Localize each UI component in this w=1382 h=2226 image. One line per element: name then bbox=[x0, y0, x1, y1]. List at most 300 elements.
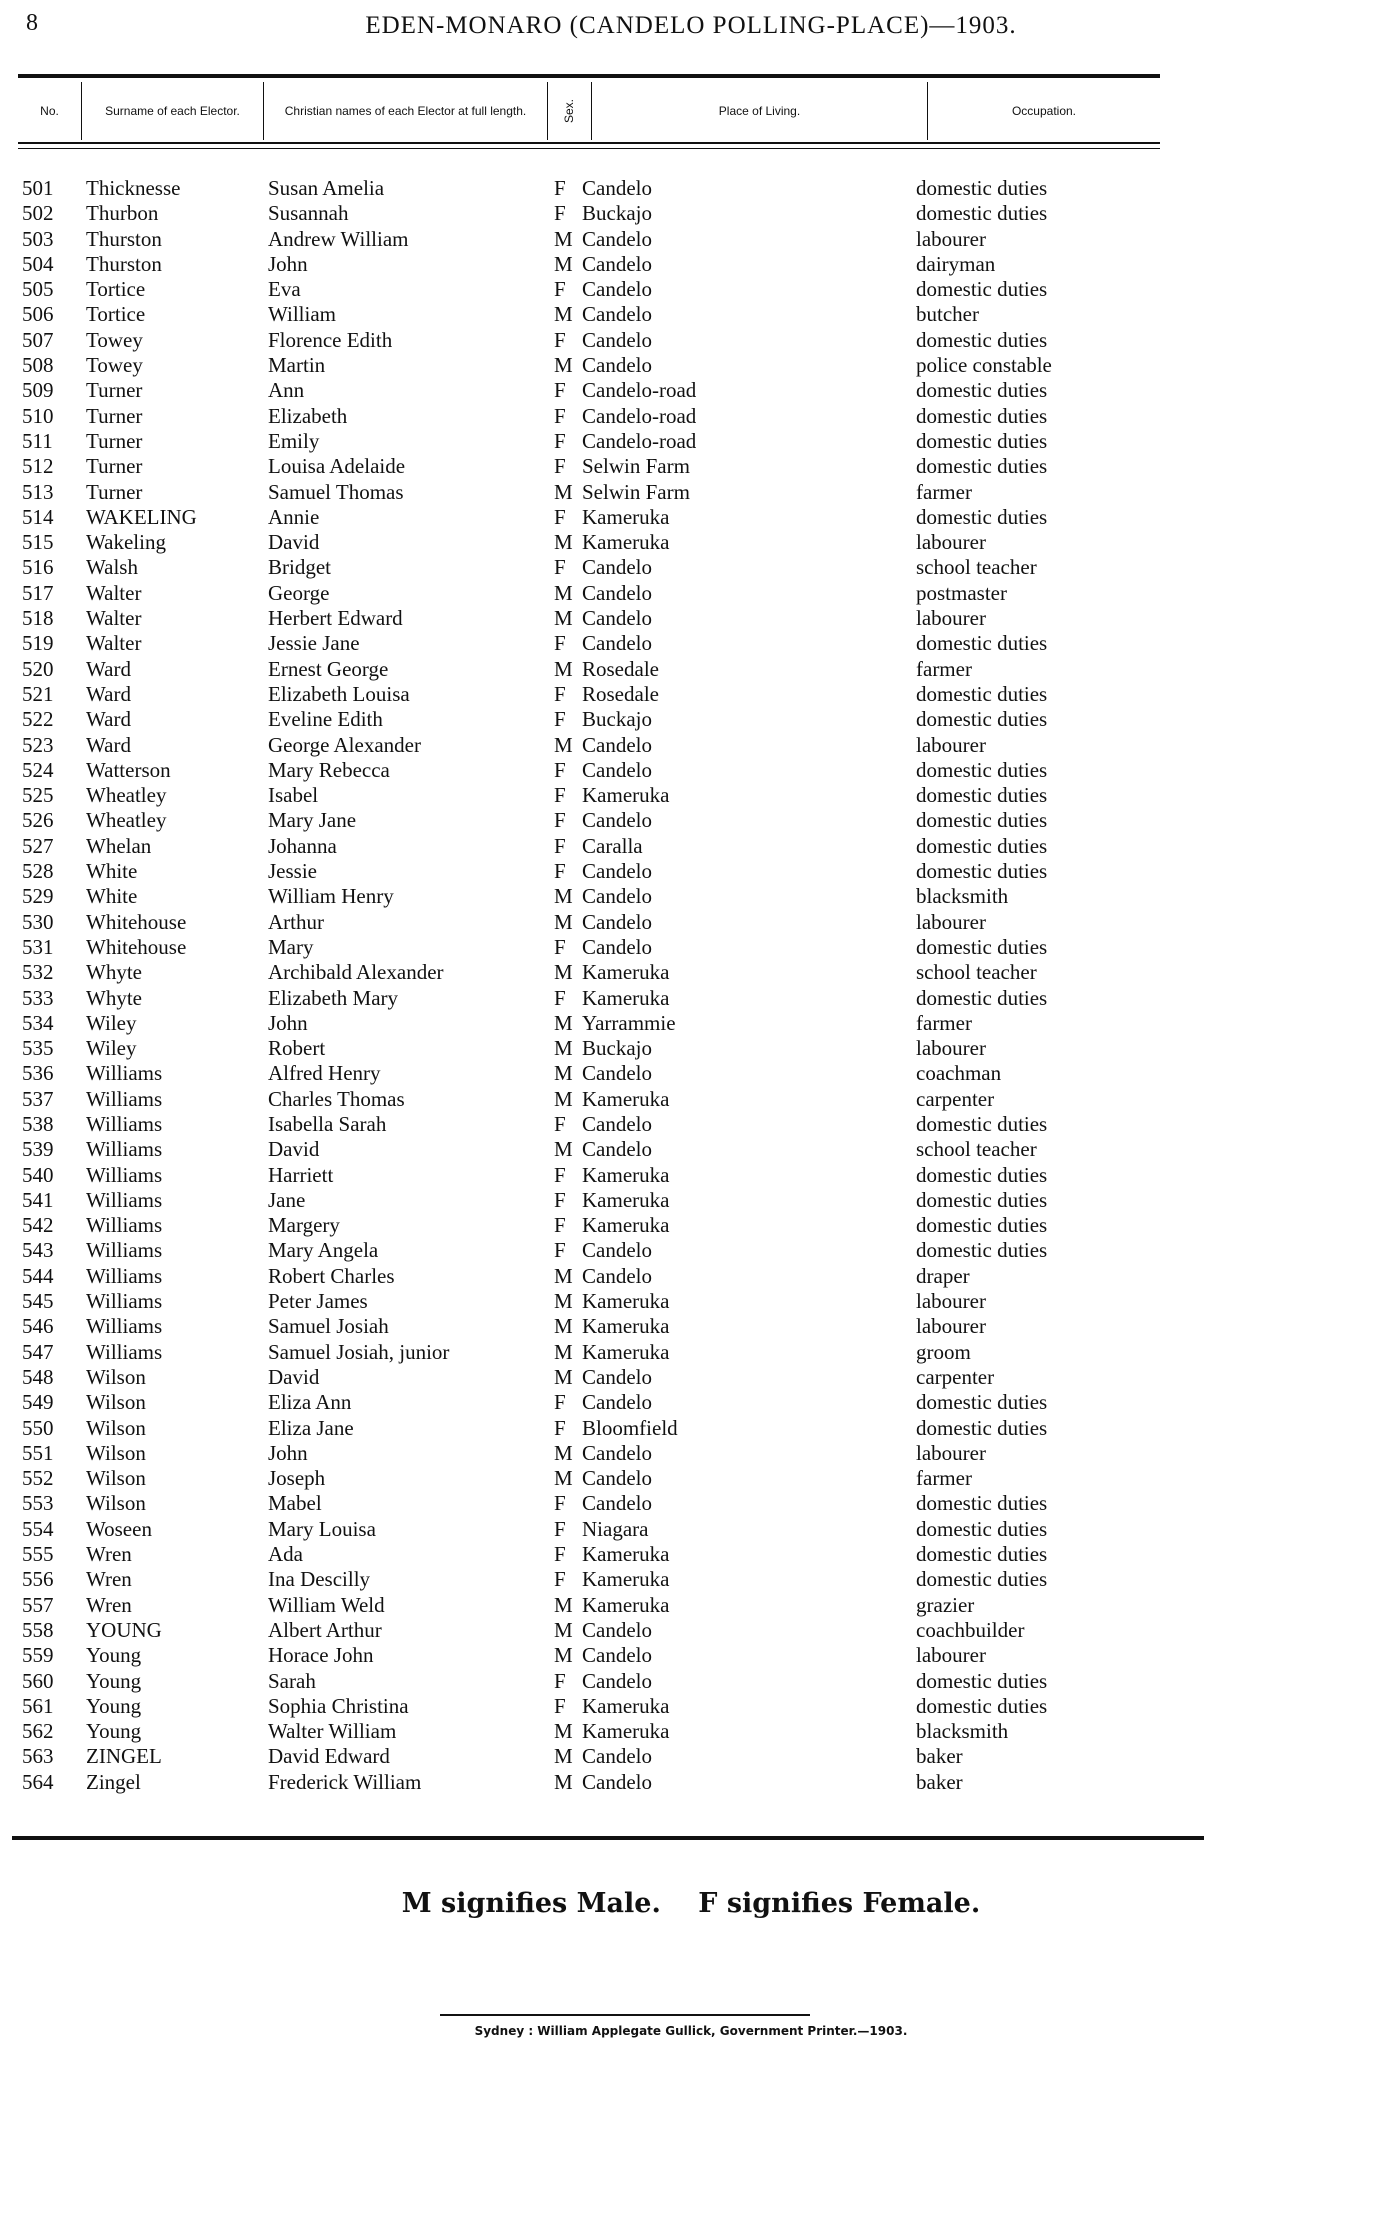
row-place: Candelo bbox=[582, 1466, 652, 1491]
table-row bbox=[0, 986, 1382, 1011]
table-row bbox=[0, 707, 1382, 732]
row-number: 514 bbox=[22, 504, 54, 529]
row-christian-names: Arthur bbox=[268, 909, 324, 934]
row-christian-names: Mary Angela bbox=[268, 1238, 379, 1263]
row-christian-names: Elizabeth bbox=[268, 403, 348, 428]
row-number: 552 bbox=[22, 1466, 54, 1491]
row-surname: Thurston bbox=[86, 226, 162, 251]
row-number: 524 bbox=[22, 757, 54, 782]
row-number: 515 bbox=[22, 530, 54, 555]
row-christian-names: David Edward bbox=[268, 1744, 390, 1769]
row-surname: Walter bbox=[86, 580, 142, 605]
row-place: Candelo bbox=[582, 251, 652, 276]
row-christian-names: Susan Amelia bbox=[268, 176, 385, 200]
row-occupation: domestic duties bbox=[916, 1111, 1048, 1136]
row-place: Candelo-road bbox=[582, 378, 697, 403]
table-row bbox=[0, 1441, 1382, 1466]
row-place: Kameruka bbox=[582, 1289, 670, 1314]
row-place: Buckajo bbox=[582, 1036, 652, 1061]
row-place: Selwin Farm bbox=[582, 479, 690, 504]
row-number: 516 bbox=[22, 555, 54, 580]
row-sex: F bbox=[554, 757, 566, 782]
row-occupation: labourer bbox=[916, 1643, 986, 1668]
row-surname: Wilson bbox=[86, 1466, 146, 1491]
row-occupation: farmer bbox=[916, 1010, 972, 1035]
row-sex: F bbox=[554, 707, 566, 732]
row-place: Candelo bbox=[582, 277, 652, 302]
row-christian-names: Eliza Ann bbox=[268, 1390, 352, 1415]
row-christian-names: Susannah bbox=[268, 201, 349, 226]
table-row bbox=[0, 505, 1382, 530]
row-sex: M bbox=[554, 1339, 573, 1364]
row-christian-names: David bbox=[268, 530, 320, 555]
row-occupation: labourer bbox=[916, 909, 986, 934]
table-row bbox=[0, 1137, 1382, 1162]
row-place: Candelo bbox=[582, 353, 652, 378]
row-place: Candelo bbox=[582, 1744, 652, 1769]
row-occupation: domestic duties bbox=[916, 1567, 1048, 1592]
row-occupation: school teacher bbox=[916, 1137, 1037, 1162]
row-surname: WAKELING bbox=[86, 504, 197, 529]
row-number: 560 bbox=[22, 1668, 54, 1693]
row-christian-names: Ann bbox=[268, 378, 305, 403]
table-row bbox=[0, 733, 1382, 758]
row-number: 561 bbox=[22, 1693, 54, 1718]
row-sex: M bbox=[554, 1440, 573, 1465]
row-occupation: labourer bbox=[916, 732, 986, 757]
row-occupation: farmer bbox=[916, 656, 972, 681]
row-number: 506 bbox=[22, 302, 54, 327]
row-number: 549 bbox=[22, 1390, 54, 1415]
row-place: Candelo bbox=[582, 1238, 652, 1263]
table-row bbox=[0, 808, 1382, 833]
row-occupation: farmer bbox=[916, 479, 972, 504]
table-row bbox=[0, 328, 1382, 353]
row-occupation: domestic duties bbox=[916, 201, 1048, 226]
row-place: Candelo bbox=[582, 808, 652, 833]
row-occupation: labourer bbox=[916, 1314, 986, 1339]
table-row bbox=[0, 1744, 1382, 1769]
row-sex: F bbox=[554, 1111, 566, 1136]
row-number: 538 bbox=[22, 1111, 54, 1136]
row-christian-names: Harriett bbox=[268, 1162, 334, 1187]
row-christian-names: John bbox=[268, 1440, 308, 1465]
row-surname: Ward bbox=[86, 656, 131, 681]
row-number: 547 bbox=[22, 1339, 54, 1364]
table-row bbox=[0, 1643, 1382, 1668]
row-sex: F bbox=[554, 504, 566, 529]
table-row bbox=[0, 1087, 1382, 1112]
row-place: Kameruka bbox=[582, 1162, 670, 1187]
row-place: Kameruka bbox=[582, 1542, 670, 1567]
table-row bbox=[0, 657, 1382, 682]
row-occupation: domestic duties bbox=[916, 1542, 1048, 1567]
row-sex: F bbox=[554, 327, 566, 352]
row-number: 534 bbox=[22, 1010, 54, 1035]
row-christian-names: Archibald Alexander bbox=[268, 960, 444, 985]
table-row bbox=[0, 378, 1382, 403]
row-occupation: domestic duties bbox=[916, 833, 1048, 858]
row-number: 535 bbox=[22, 1036, 54, 1061]
row-place: Candelo-road bbox=[582, 428, 697, 453]
row-place: Kameruka bbox=[582, 985, 670, 1010]
row-occupation: domestic duties bbox=[916, 985, 1048, 1010]
row-sex: F bbox=[554, 1390, 566, 1415]
table-row bbox=[0, 1770, 1382, 1795]
row-surname: Wiley bbox=[86, 1036, 137, 1061]
row-number: 558 bbox=[22, 1617, 54, 1642]
row-occupation: labourer bbox=[916, 1289, 986, 1314]
row-surname: Wheatley bbox=[86, 808, 167, 833]
row-number: 513 bbox=[22, 479, 54, 504]
row-occupation: labourer bbox=[916, 226, 986, 251]
row-place: Kameruka bbox=[582, 783, 670, 808]
row-number: 504 bbox=[22, 251, 54, 276]
row-sex: M bbox=[554, 1769, 573, 1794]
row-number: 562 bbox=[22, 1719, 54, 1744]
row-number: 536 bbox=[22, 1061, 54, 1086]
row-occupation: domestic duties bbox=[916, 378, 1048, 403]
row-place: Candelo bbox=[582, 859, 652, 884]
table-row bbox=[0, 834, 1382, 859]
row-place: Candelo bbox=[582, 757, 652, 782]
row-surname: Walter bbox=[86, 606, 142, 631]
row-place: Candelo bbox=[582, 909, 652, 934]
row-sex: M bbox=[554, 656, 573, 681]
table-row bbox=[0, 783, 1382, 808]
row-sex: M bbox=[554, 1466, 573, 1491]
row-occupation: carpenter bbox=[916, 1086, 995, 1111]
row-occupation: labourer bbox=[916, 1036, 986, 1061]
row-occupation: grazier bbox=[916, 1592, 975, 1617]
row-sex: M bbox=[554, 1617, 573, 1642]
row-christian-names: Mary bbox=[268, 934, 314, 959]
row-place: Candelo bbox=[582, 580, 652, 605]
row-place: Kameruka bbox=[582, 1719, 670, 1744]
table-row bbox=[0, 1694, 1382, 1719]
row-place: Rosedale bbox=[582, 681, 659, 706]
row-place: Candelo bbox=[582, 732, 652, 757]
row-christian-names: William Weld bbox=[268, 1592, 385, 1617]
row-occupation: domestic duties bbox=[916, 1516, 1048, 1541]
row-occupation: coachman bbox=[916, 1061, 1002, 1086]
row-number: 518 bbox=[22, 606, 54, 631]
table-row bbox=[0, 1163, 1382, 1188]
row-place: Candelo bbox=[582, 1491, 652, 1516]
page-number: 8 bbox=[26, 10, 38, 36]
row-occupation: domestic duties bbox=[916, 859, 1048, 884]
row-number: 540 bbox=[22, 1162, 54, 1187]
row-occupation: domestic duties bbox=[916, 277, 1048, 302]
row-christian-names: Sarah bbox=[268, 1668, 316, 1693]
table-row bbox=[0, 277, 1382, 302]
row-occupation: butcher bbox=[916, 302, 979, 327]
row-place: Kameruka bbox=[582, 1187, 670, 1212]
row-sex: F bbox=[554, 1567, 566, 1592]
row-occupation: domestic duties bbox=[916, 808, 1048, 833]
row-christian-names: Emily bbox=[268, 428, 320, 453]
row-christian-names: Isabella Sarah bbox=[268, 1111, 387, 1136]
row-sex: F bbox=[554, 1542, 566, 1567]
row-christian-names: Mary Jane bbox=[268, 808, 357, 833]
row-place: Kameruka bbox=[582, 1567, 670, 1592]
row-surname: Wilson bbox=[86, 1415, 146, 1440]
row-number: 543 bbox=[22, 1238, 54, 1263]
row-christian-names: Isabel bbox=[268, 783, 319, 808]
row-place: Kameruka bbox=[582, 1693, 670, 1718]
header-sex-label: Sex. bbox=[562, 98, 577, 124]
table-row bbox=[0, 201, 1382, 226]
row-occupation: domestic duties bbox=[916, 681, 1048, 706]
table-row bbox=[0, 1466, 1382, 1491]
row-occupation: domestic duties bbox=[916, 176, 1048, 200]
row-christian-names: Charles Thomas bbox=[268, 1086, 405, 1111]
row-sex: F bbox=[554, 681, 566, 706]
row-christian-names: Ina Descilly bbox=[268, 1567, 371, 1592]
row-christian-names: Mary Louisa bbox=[268, 1516, 376, 1541]
row-sex: M bbox=[554, 1036, 573, 1061]
table-header bbox=[18, 82, 1160, 144]
header-surname: Surname of each Elector. bbox=[82, 82, 264, 140]
row-surname: Wiley bbox=[86, 1010, 137, 1035]
row-christian-names: Mary Rebecca bbox=[268, 757, 390, 782]
table-row bbox=[0, 454, 1382, 479]
table-row bbox=[0, 530, 1382, 555]
header-christian-names: Christian names of each Elector at full length. bbox=[264, 82, 548, 140]
row-sex: M bbox=[554, 226, 573, 251]
row-sex: M bbox=[554, 1137, 573, 1162]
row-surname: Tortice bbox=[86, 302, 146, 327]
row-place: Candelo bbox=[582, 555, 652, 580]
row-place: Candelo bbox=[582, 226, 652, 251]
row-surname: Whitehouse bbox=[86, 909, 187, 934]
row-number: 510 bbox=[22, 403, 54, 428]
row-christian-names: Alfred Henry bbox=[268, 1061, 381, 1086]
row-surname: Young bbox=[86, 1668, 142, 1693]
row-occupation: domestic duties bbox=[916, 1187, 1048, 1212]
row-christian-names: Albert Arthur bbox=[268, 1617, 382, 1642]
row-number: 542 bbox=[22, 1213, 54, 1238]
table-row bbox=[0, 1719, 1382, 1744]
row-place: Kameruka bbox=[582, 1314, 670, 1339]
row-sex: F bbox=[554, 1516, 566, 1541]
row-place: Candelo bbox=[582, 606, 652, 631]
row-surname: Wren bbox=[86, 1567, 132, 1592]
row-sex: M bbox=[554, 1719, 573, 1744]
table-row bbox=[0, 935, 1382, 960]
row-number: 544 bbox=[22, 1263, 54, 1288]
row-christian-names: Ada bbox=[268, 1542, 303, 1567]
row-sex: F bbox=[554, 783, 566, 808]
row-place: Candelo bbox=[582, 1061, 652, 1086]
row-place: Yarrammie bbox=[582, 1010, 676, 1035]
row-christian-names: Eliza Jane bbox=[268, 1415, 354, 1440]
row-sex: M bbox=[554, 1010, 573, 1035]
elector-list bbox=[0, 176, 1382, 1795]
row-sex: F bbox=[554, 428, 566, 453]
row-sex: F bbox=[554, 454, 566, 479]
row-occupation: domestic duties bbox=[916, 1238, 1048, 1263]
row-christian-names: Walter William bbox=[268, 1719, 397, 1744]
row-number: 564 bbox=[22, 1769, 54, 1794]
row-sex: M bbox=[554, 1643, 573, 1668]
row-surname: Walter bbox=[86, 631, 142, 656]
row-sex: F bbox=[554, 1668, 566, 1693]
row-sex: F bbox=[554, 378, 566, 403]
row-place: Candelo bbox=[582, 1643, 652, 1668]
row-sex: M bbox=[554, 1289, 573, 1314]
row-surname: Tortice bbox=[86, 277, 146, 302]
row-surname: Watterson bbox=[86, 757, 171, 782]
row-number: 551 bbox=[22, 1440, 54, 1465]
row-occupation: domestic duties bbox=[916, 327, 1048, 352]
row-surname: YOUNG bbox=[86, 1617, 162, 1642]
table-row bbox=[0, 1238, 1382, 1263]
row-occupation: domestic duties bbox=[916, 454, 1048, 479]
row-occupation: domestic duties bbox=[916, 504, 1048, 529]
row-surname: Ward bbox=[86, 732, 131, 757]
table-row bbox=[0, 631, 1382, 656]
row-place: Kameruka bbox=[582, 1339, 670, 1364]
table-row bbox=[0, 302, 1382, 327]
row-number: 528 bbox=[22, 859, 54, 884]
row-occupation: labourer bbox=[916, 606, 986, 631]
row-christian-names: Samuel Josiah bbox=[268, 1314, 389, 1339]
row-sex: M bbox=[554, 960, 573, 985]
table-row bbox=[0, 884, 1382, 909]
table-row bbox=[0, 1618, 1382, 1643]
row-christian-names: Eva bbox=[268, 277, 301, 302]
imprint: Sydney : William Applegate Gullick, Government Printer.—1903. bbox=[474, 2024, 908, 2038]
row-surname: Turner bbox=[86, 378, 143, 403]
row-surname: Wilson bbox=[86, 1390, 146, 1415]
row-sex: F bbox=[554, 555, 566, 580]
row-surname: Thicknesse bbox=[86, 176, 181, 200]
table-row bbox=[0, 1289, 1382, 1314]
legend-male: M signifies Male. bbox=[401, 1888, 661, 1919]
table-row bbox=[0, 1264, 1382, 1289]
row-sex: M bbox=[554, 1061, 573, 1086]
row-place: Kameruka bbox=[582, 1086, 670, 1111]
row-surname: Young bbox=[86, 1693, 142, 1718]
header-no: No. bbox=[18, 82, 82, 140]
row-place: Candelo bbox=[582, 934, 652, 959]
row-occupation: domestic duties bbox=[916, 403, 1048, 428]
row-sex: F bbox=[554, 1238, 566, 1263]
row-occupation: domestic duties bbox=[916, 1491, 1048, 1516]
table-row bbox=[0, 1340, 1382, 1365]
row-christian-names: George bbox=[268, 580, 330, 605]
row-number: 533 bbox=[22, 985, 54, 1010]
row-number: 527 bbox=[22, 833, 54, 858]
row-christian-names: George Alexander bbox=[268, 732, 421, 757]
table-row bbox=[0, 555, 1382, 580]
row-christian-names: Jane bbox=[268, 1187, 306, 1212]
row-occupation: police constable bbox=[916, 353, 1052, 378]
row-sex: F bbox=[554, 1187, 566, 1212]
header-occupation: Occupation. bbox=[1011, 104, 1077, 118]
row-surname: Williams bbox=[86, 1187, 163, 1212]
row-number: 537 bbox=[22, 1086, 54, 1111]
row-place: Niagara bbox=[582, 1516, 649, 1541]
row-number: 529 bbox=[22, 884, 54, 909]
row-number: 520 bbox=[22, 656, 54, 681]
table-row bbox=[0, 1567, 1382, 1592]
row-surname: Thurston bbox=[86, 251, 162, 276]
row-surname: Wren bbox=[86, 1542, 132, 1567]
row-place: Rosedale bbox=[582, 656, 659, 681]
row-occupation: domestic duties bbox=[916, 757, 1048, 782]
row-christian-names: Mabel bbox=[268, 1491, 322, 1516]
row-sex: F bbox=[554, 1693, 566, 1718]
row-surname: Wakeling bbox=[86, 530, 166, 555]
row-occupation: coachbuilder bbox=[916, 1617, 1025, 1642]
row-number: 519 bbox=[22, 631, 54, 656]
row-place: Candelo-road bbox=[582, 403, 697, 428]
row-surname: Ward bbox=[86, 707, 131, 732]
row-christian-names: Margery bbox=[268, 1213, 340, 1238]
row-surname: Williams bbox=[86, 1086, 163, 1111]
row-occupation: carpenter bbox=[916, 1364, 995, 1389]
row-sex: F bbox=[554, 403, 566, 428]
table-row bbox=[0, 404, 1382, 429]
row-christian-names: Sophia Christina bbox=[268, 1693, 409, 1718]
row-place: Candelo bbox=[582, 1390, 652, 1415]
row-christian-names: Eveline Edith bbox=[268, 707, 383, 732]
row-christian-names: Johanna bbox=[268, 833, 337, 858]
row-surname: Towey bbox=[86, 327, 143, 352]
row-sex: F bbox=[554, 201, 566, 226]
row-surname: Whitehouse bbox=[86, 934, 187, 959]
table-row bbox=[0, 682, 1382, 707]
row-occupation: draper bbox=[916, 1263, 970, 1288]
row-sex: M bbox=[554, 1592, 573, 1617]
row-number: 505 bbox=[22, 277, 54, 302]
row-sex: F bbox=[554, 176, 566, 200]
row-number: 509 bbox=[22, 378, 54, 403]
row-surname: Whyte bbox=[86, 985, 142, 1010]
row-surname: Thurbon bbox=[86, 201, 159, 226]
row-place: Candelo bbox=[582, 1263, 652, 1288]
row-place: Selwin Farm bbox=[582, 454, 690, 479]
row-number: 563 bbox=[22, 1744, 54, 1769]
table-row bbox=[0, 910, 1382, 935]
table-row bbox=[0, 1036, 1382, 1061]
row-place: Kameruka bbox=[582, 530, 670, 555]
row-christian-names: Herbert Edward bbox=[268, 606, 403, 631]
table-row bbox=[0, 1314, 1382, 1339]
row-christian-names: Samuel Thomas bbox=[268, 479, 404, 504]
row-occupation: domestic duties bbox=[916, 428, 1048, 453]
row-occupation: domestic duties bbox=[916, 1693, 1048, 1718]
row-surname: Wheatley bbox=[86, 783, 167, 808]
row-christian-names: Louisa Adelaide bbox=[268, 454, 406, 479]
row-sex: M bbox=[554, 251, 573, 276]
header-place: Place of Living. bbox=[592, 82, 928, 140]
row-surname: Wilson bbox=[86, 1491, 146, 1516]
row-sex: M bbox=[554, 580, 573, 605]
row-sex: M bbox=[554, 909, 573, 934]
row-place: Candelo bbox=[582, 302, 652, 327]
row-number: 511 bbox=[22, 428, 53, 453]
row-surname: Zingel bbox=[86, 1769, 141, 1794]
row-christian-names: Robert bbox=[268, 1036, 326, 1061]
row-sex: F bbox=[554, 859, 566, 884]
row-sex: F bbox=[554, 1213, 566, 1238]
row-occupation: baker bbox=[916, 1769, 963, 1794]
row-sex: M bbox=[554, 1744, 573, 1769]
row-surname: Turner bbox=[86, 479, 143, 504]
